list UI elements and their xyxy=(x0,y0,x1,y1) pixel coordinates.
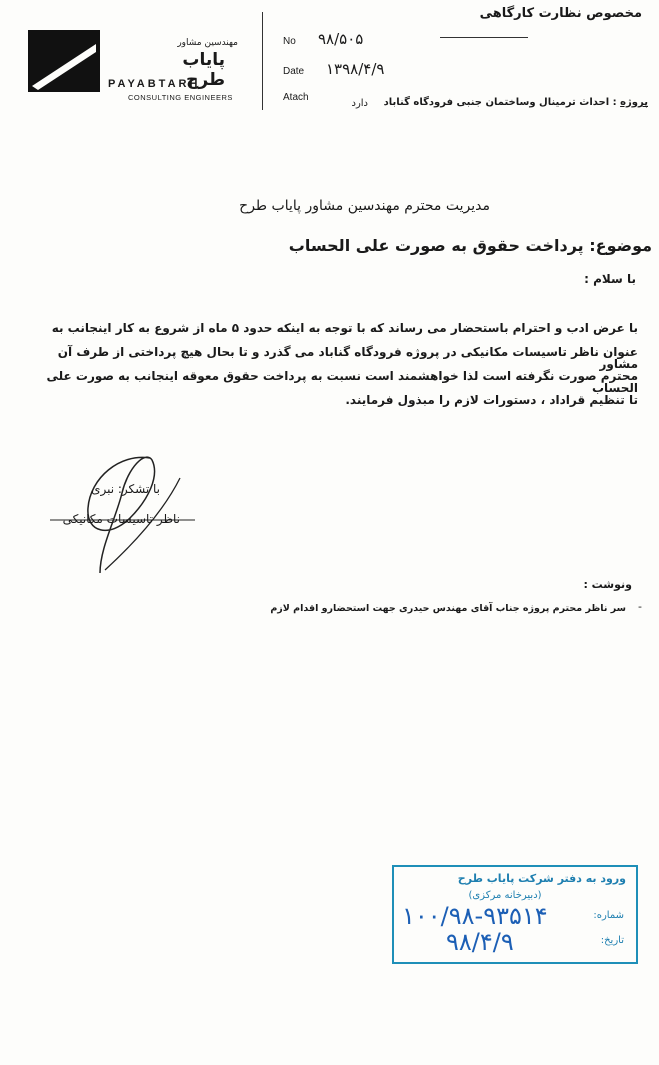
recipient-line: مدیریت محترم مهندسین مشاور پایاب طرح xyxy=(239,198,490,214)
date-value: ۱۳۹۸/۴/۹ xyxy=(326,60,385,78)
project-label: پروژه xyxy=(620,97,648,108)
cc-recipient: سر ناظر محترم پروژه جناب آقای مهندس حیدری جهت استحضارو اقدام لازم xyxy=(270,603,626,614)
logo-slash-mark xyxy=(28,30,100,92)
body-line: عنوان ناظر تاسیسات مکانیکی در پروژه فرودگاه گناباد می گذرد و تا بحال هیچ پرداختی از طرف آن مشاور xyxy=(57,345,638,371)
body-line: تا تنظیم قراداد ، دستورات لازم را مبذول فرمایند. xyxy=(345,393,638,407)
stamp-date-value: ۹۸/۴/۹ xyxy=(446,928,514,956)
project-line xyxy=(360,97,648,108)
firm-name-english: PAYABTARH xyxy=(108,78,201,90)
site-supervision-heading: مخصوص نظارت کارگاهی xyxy=(479,6,642,21)
header-divider xyxy=(262,12,263,110)
firm-name-small: مهندسین مشاور xyxy=(177,38,238,48)
body-line: محترم صورت نگرفته است لذا خواهشمند است نسبت به پرداخت حقوق معوقه اینجانب به صورت علی الحساب xyxy=(46,369,638,395)
stamp-date-label: تاریخ: xyxy=(600,935,624,946)
number-value: ۹۸/۵۰۵ xyxy=(318,30,364,48)
stamp-title: ورود به دفتر شرکت پایاب طرح xyxy=(457,872,626,885)
body-line: با عرض ادب و احترام باستحضار می رساند که با توجه به اینکه حدود ۵ ماه از شروع به کار اینجانب به xyxy=(51,321,638,335)
cc-label: ونوشت : xyxy=(583,578,632,591)
signer-title: ناظر تاسیسات مکانیکی xyxy=(62,512,180,526)
date-label: Date xyxy=(283,66,305,77)
project-value: : احداث ترمینال وساختمان جنبی فرودگاه گناباد xyxy=(383,97,617,108)
attach-value: دارد xyxy=(351,98,368,109)
closing-thanks: با تشکر: نبری xyxy=(91,482,160,496)
stamp-number-value: ۱۰۰/۹۸-۹۳۵۱۴ xyxy=(402,902,548,930)
firm-tagline: CONSULTING ENGINEERS xyxy=(128,93,233,102)
attach-label: Atach xyxy=(283,92,309,103)
firm-name-persian: پایاب طرح xyxy=(182,50,225,90)
subject-line: موضوع: پرداخت حقوق به صورت علی الحساب xyxy=(288,236,652,255)
number-label: No xyxy=(283,36,296,47)
greeting: با سلام : xyxy=(584,272,636,286)
stamp-subtitle: (دبیرخانه مرکزی) xyxy=(468,890,542,901)
cc-dash: - xyxy=(638,600,642,613)
stamp-number-label: شماره: xyxy=(593,910,624,921)
heading-underline xyxy=(440,37,528,38)
